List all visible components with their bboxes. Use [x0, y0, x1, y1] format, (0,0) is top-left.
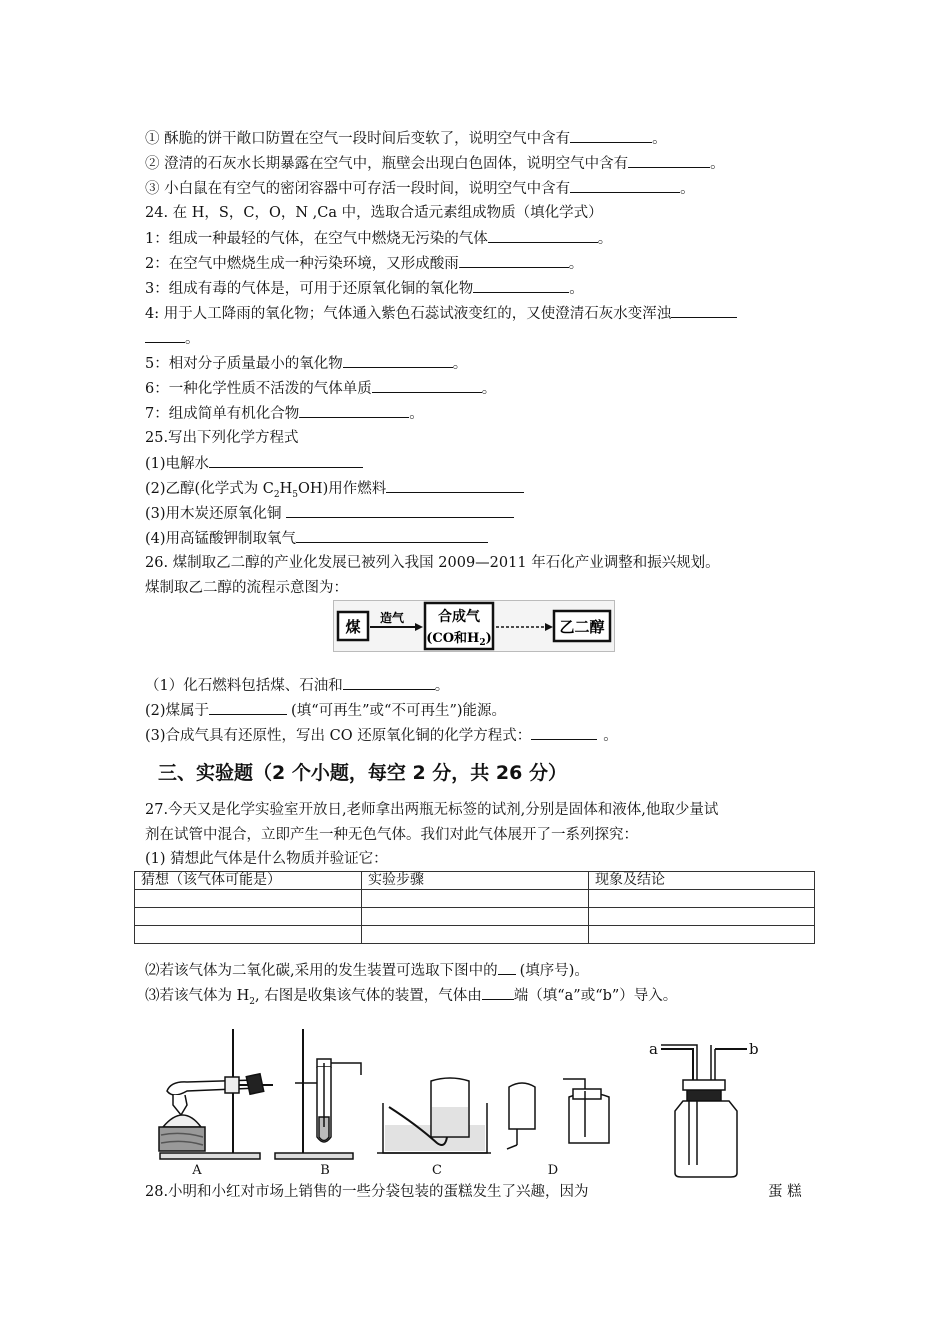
gas-bottle-figure	[645, 1035, 765, 1183]
apparatus-label-b: B	[320, 1163, 330, 1177]
q25-title: 25.写出下列化学方程式	[145, 430, 299, 446]
answer-blank[interactable]	[299, 403, 409, 418]
air-q1: ① 酥脆的饼干敞口防置在空气一段时间后变软了，说明空气中含有 。	[145, 128, 667, 149]
q27-part-1: (1) 猜想此气体是什么物质并验证它：	[145, 851, 388, 867]
q24-item-5: 5：相对分子质量最小的氧化物 。	[145, 353, 467, 374]
apparatus-b	[275, 1029, 361, 1159]
end-a-label: a	[649, 1040, 658, 1058]
answer-blank[interactable]	[531, 725, 597, 740]
apparatus-c	[377, 1078, 491, 1153]
air-q3: ③ 小白鼠在有空气的密闭容器中可存活一段时间，说明空气中含有 。	[145, 178, 695, 199]
answer-blank[interactable]	[482, 985, 514, 1000]
q27-part-3: ⑶若该气体为 $H_2$, 右图是收集该气体的装置，气体由 端（填“a”或“b”）导入。	[145, 985, 677, 1012]
table-header-row	[135, 872, 815, 890]
answer-blank[interactable]	[386, 478, 524, 493]
answer-blank[interactable]	[570, 128, 652, 143]
table-cell[interactable]	[362, 926, 589, 944]
answer-blank[interactable]	[671, 303, 737, 318]
q25-item-4: (4)用高锰酸钾制取氧气	[145, 528, 488, 549]
flow-diagram	[333, 600, 615, 652]
syngas-label-1: 合成气	[438, 609, 480, 625]
apparatus-label-d: D	[547, 1163, 559, 1177]
apparatus-d	[507, 1079, 609, 1149]
answer-blank[interactable]	[570, 178, 680, 193]
table-cell[interactable]	[135, 890, 362, 908]
q24-item-4: 4: 用于人工降雨的氧化物；气体通入紫色石蕊试液变红的，又使澄清石灰水变浑浊	[145, 303, 737, 324]
q28-tail: 蛋 糕	[768, 1184, 802, 1200]
table-cell[interactable]	[589, 926, 815, 944]
answer-blank[interactable]	[473, 278, 569, 293]
arrow-label: 造气	[379, 611, 405, 625]
q24-item-6: 6：一种化学性质不活泼的气体单质 。	[145, 378, 496, 399]
answer-blank[interactable]	[296, 528, 488, 543]
experiment-table	[134, 871, 815, 944]
apparatus-figure	[145, 1025, 615, 1177]
q25-item-3: (3)用木炭还原氧化铜	[145, 503, 514, 524]
q27-line-2: 剂在试管中混合，立即产生一种无色气体。我们对此气体展开了一系列探究：	[145, 827, 638, 843]
coal-label: 煤	[345, 618, 361, 636]
q26-title: 26. 煤制取乙二醇的产业化发展已被列入我国 2009—2011 年石化产业调整和振兴规划。	[145, 555, 720, 571]
q24-item-4-cont: 。	[145, 328, 200, 349]
answer-blank[interactable]	[209, 700, 287, 715]
q26-subtitle: 煤制取乙二醇的流程示意图为：	[145, 580, 348, 596]
table-row	[135, 890, 815, 908]
table-cell[interactable]	[362, 908, 589, 926]
syngas-label-2: (CO和$H_2$)	[426, 631, 492, 648]
answer-blank[interactable]	[286, 503, 514, 518]
table-cell[interactable]	[589, 908, 815, 926]
apparatus-label-a: A	[192, 1163, 202, 1177]
answer-blank[interactable]	[628, 153, 710, 168]
table-cell[interactable]	[589, 890, 815, 908]
end-b-label: b	[749, 1040, 759, 1058]
answer-blank[interactable]	[488, 228, 598, 243]
table-cell[interactable]	[135, 926, 362, 944]
q24-item-3: 3：组成有毒的气体是，可用于还原氧化铜的氧化物 。	[145, 278, 584, 299]
table-header: 现象及结论	[589, 872, 815, 890]
answer-blank[interactable]	[343, 353, 453, 368]
q27-part-2: ⑵若该气体为二氧化碳,采用的发生装置可选取下图中的 (填序号)。	[145, 960, 589, 981]
q24-item-7: 7：组成简单有机化合物 。	[145, 403, 424, 424]
q24-item-1: 1：组成一种最轻的气体，在空气中燃烧无污染的气体 。	[145, 228, 612, 249]
product-label: 乙二醇	[559, 618, 605, 636]
q24-item-2: 2：在空气中燃烧生成一种污染环境，又形成酸雨 。	[145, 253, 583, 274]
table-cell[interactable]	[135, 908, 362, 926]
apparatus-label-c: C	[432, 1163, 442, 1177]
answer-blank[interactable]	[145, 328, 185, 343]
q26-p1: （1）化石燃料包括煤、石油和 。	[145, 675, 449, 696]
q25-item-1: (1)电解水	[145, 453, 363, 474]
table-row	[135, 926, 815, 944]
q26-p2: (2)煤属于 (填“可再生”或“不可再生”)能源。	[145, 700, 506, 721]
q28-line-1: 28.小明和小红对市场上销售的一些分袋包装的蛋糕发生了兴趣，因为	[145, 1184, 589, 1200]
table-cell[interactable]	[362, 890, 589, 908]
answer-blank[interactable]	[498, 960, 516, 975]
section-heading: 三、实验题（2 个小题，每空 2 分，共 26 分）	[158, 762, 567, 784]
q25-item-2: (2)乙醇(化学式为 $C_2H_5OH$)用作燃料	[145, 478, 524, 505]
q24-title: 24. 在 H，S，C，O，N ,Ca 中，选取合适元素组成物质（填化学式）	[145, 205, 603, 221]
q27-line-1: 27.今天又是化学实验室开放日,老师拿出两瓶无标签的试剂,分别是固体和液体,他取少量试	[145, 802, 719, 818]
apparatus-a	[159, 1029, 273, 1159]
air-q2: ② 澄清的石灰水长期暴露在空气中，瓶壁会出现白色固体，说明空气中含有 。	[145, 153, 725, 174]
table-header: 实验步骤	[362, 872, 589, 890]
table-header: 猜想（该气体可能是）	[135, 872, 362, 890]
answer-blank[interactable]	[459, 253, 569, 268]
q26-p3: (3)合成气具有还原性，写出 CO 还原氧化铜的化学方程式： 。	[145, 725, 618, 746]
answer-blank[interactable]	[209, 453, 363, 468]
table-row	[135, 908, 815, 926]
answer-blank[interactable]	[372, 378, 482, 393]
answer-blank[interactable]	[343, 675, 435, 690]
